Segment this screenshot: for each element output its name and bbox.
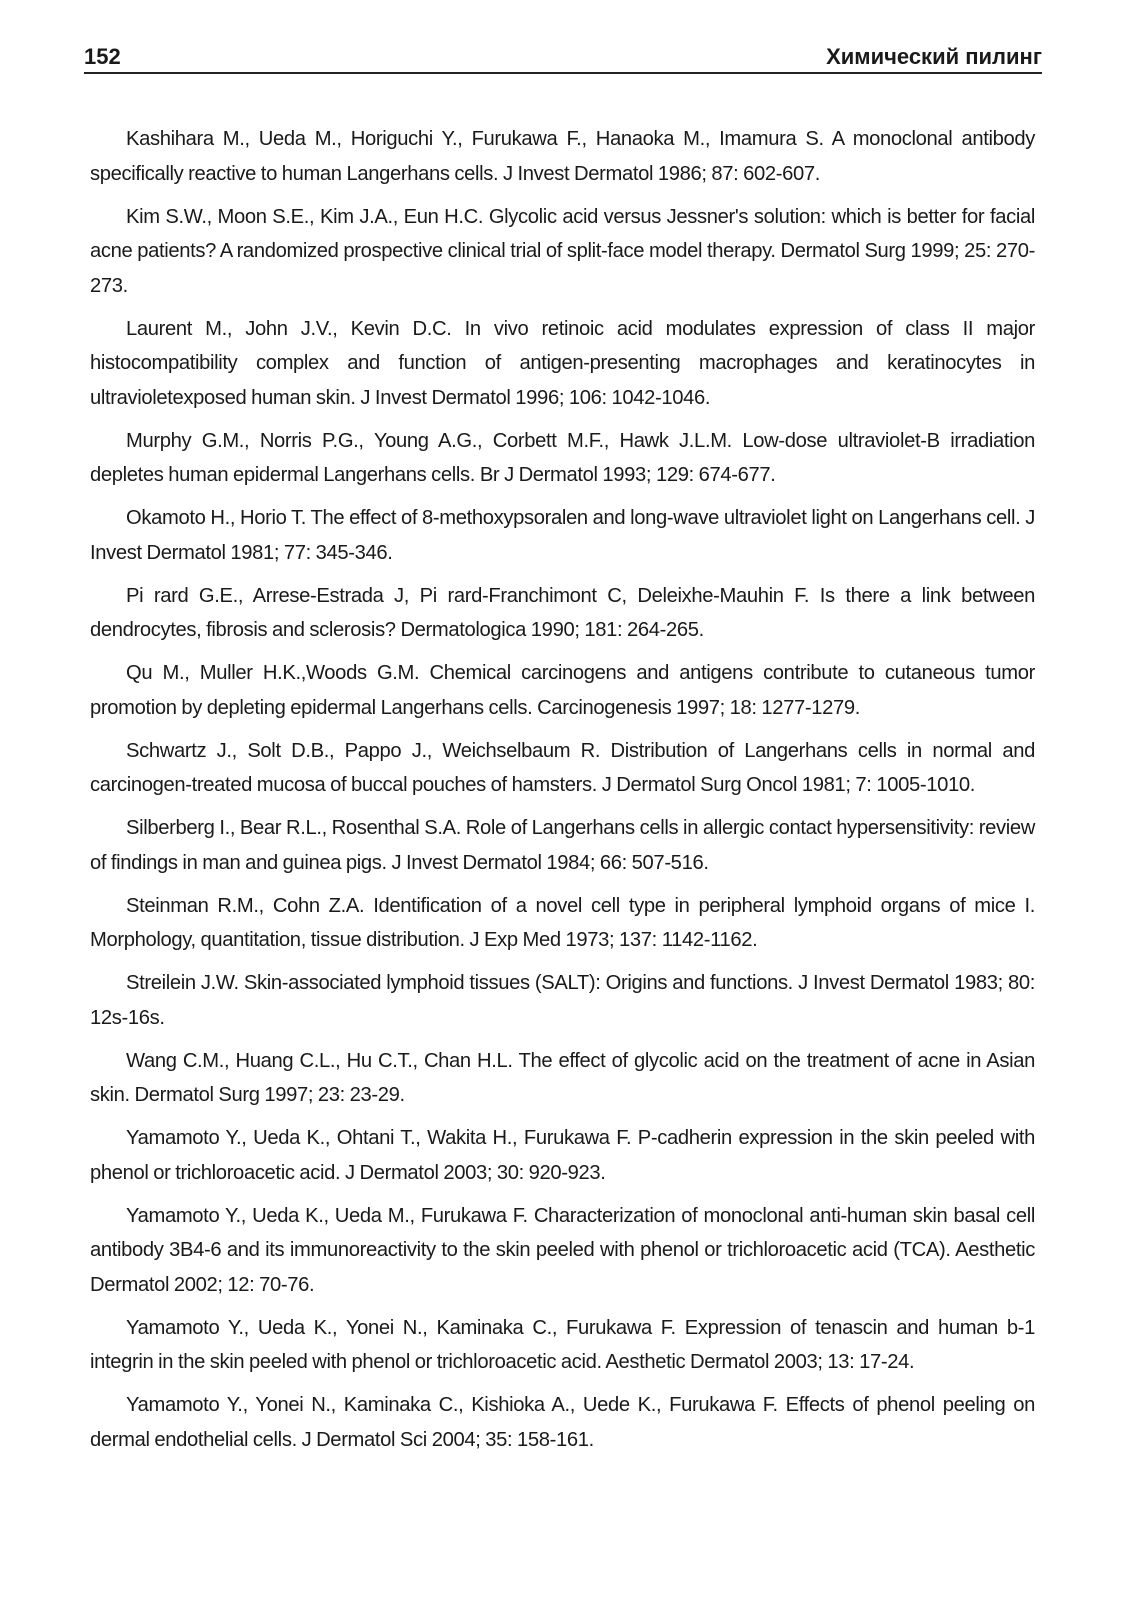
page-header <box>84 40 1042 74</box>
reference-entry: Yamamoto Y., Ueda K., Ueda M., Furukawa F. Characterization of monoclonal anti-human skin basal cell antibody 3B4-6 and its immunoreactivity to the skin peeled with phenol or trichloroacetic acid (TCA). Aesthetic Dermatol 2002; 12: 70-76. <box>90 1204 1035 1296</box>
reference-entry: Schwartz J., Solt D.B., Pappo J., Weichselbaum R. Distribution of Langerhans cells in normal and carcinogen-treated mucosa of buccal pouches of hamsters. J Dermatol Surg Oncol 1981; 7: 1005-1010. <box>90 739 1035 796</box>
reference-entry: Silberberg I., Bear R.L., Rosenthal S.A. Role of Langerhans cells in allergic contact hypersensitivity: review of findings in man and guinea pigs. J Invest Dermatol 1984; 66: 507-516. <box>90 817 1035 874</box>
reference-entry: Wang C.M., Huang C.L., Hu C.T., Chan H.L. The effect of glycolic acid on the treatment of acne in Asian skin. Dermatol Surg 1997; 23: 23-29. <box>90 1049 1035 1106</box>
page-number: 152 <box>84 44 121 69</box>
reference-entry: Kim S.W., Moon S.E., Kim J.A., Eun H.C. Glycolic acid versus Jessner's solution: which is better for facial acne patients? A randomized prospective clinical trial of split-face model therapy. Dermatol Surg 1999; 25: 270-273. <box>90 205 1035 297</box>
reference-entry: Yamamoto Y., Ueda K., Yonei N., Kaminaka C., Furukawa F. Expression of tenascin and human b-1 integrin in the skin peeled with phenol or trichloroacetic acid. Aesthetic Dermatol 2003; 13: 17-24. <box>90 1316 1035 1373</box>
running-title: Химический пилинг <box>826 44 1042 69</box>
reference-list <box>90 122 1035 1466</box>
reference-entry: Pi rard G.E., Arrese-Estrada J, Pi rard-Franchimont C, Deleixhe-Mauhin F. Is there a link between dendrocytes, fibrosis and sclerosis? Dermatologica 1990; 181: 264-265. <box>90 584 1035 641</box>
reference-entry: Laurent M., John J.V., Kevin D.C. In vivo retinoic acid modulates expression of class II major histocompatibility complex and function of antigen-presenting macrophages and keratinocytes in ultravioletexposed human skin. J Invest Dermatol 1996; 106: 1042-1046. <box>90 317 1035 409</box>
reference-entry: Kashihara M., Ueda M., Horiguchi Y., Furukawa F., Hanaoka M., Imamura S. A monoclonal antibody specifically reactive to human Langerhans cells. J Invest Dermatol 1986; 87: 602-607. <box>90 128 1035 185</box>
reference-entry: Murphy G.M., Norris P.G., Young A.G., Corbett M.F., Hawk J.L.M. Low-dose ultraviolet-B irradiation depletes human epidermal Langerhans cells. Br J Dermatol 1993; 129: 674-677. <box>90 429 1035 486</box>
reference-entry: Yamamoto Y., Ueda K., Ohtani T., Wakita H., Furukawa F. P-cadherin expression in the skin peeled with phenol or trichloroacetic acid. J Dermatol 2003; 30: 920-923. <box>90 1127 1035 1184</box>
reference-entry: Streilein J.W. Skin-associated lymphoid tissues (SALT): Origins and functions. J Invest Dermatol 1983; 80: 12s-16s. <box>90 972 1035 1029</box>
reference-entry: Steinman R.M., Cohn Z.A. Identification of a novel cell type in peripheral lymphoid organs of mice I. Morphology, quantitation, tissue distribution. J Exp Med 1973; 137: 1142-1162. <box>90 894 1035 951</box>
reference-entry: Qu M., Muller H.K.,Woods G.M. Chemical carcinogens and antigens contribute to cutaneous tumor promotion by depleting epidermal Langerhans cells. Carcinogenesis 1997; 18: 1277-1279. <box>90 662 1035 719</box>
reference-entry: Okamoto H., Horio T. The effect of 8-methoxypsoralen and long-wave ultraviolet light on Langerhans cell. J Invest Dermatol 1981; 77: 345-346. <box>90 507 1035 564</box>
reference-entry: Yamamoto Y., Yonei N., Kaminaka C., Kishioka A., Uede K., Furukawa F. Effects of phenol peeling on dermal endothelial cells. J Dermatol Sci 2004; 35: 158-161. <box>90 1394 1035 1451</box>
